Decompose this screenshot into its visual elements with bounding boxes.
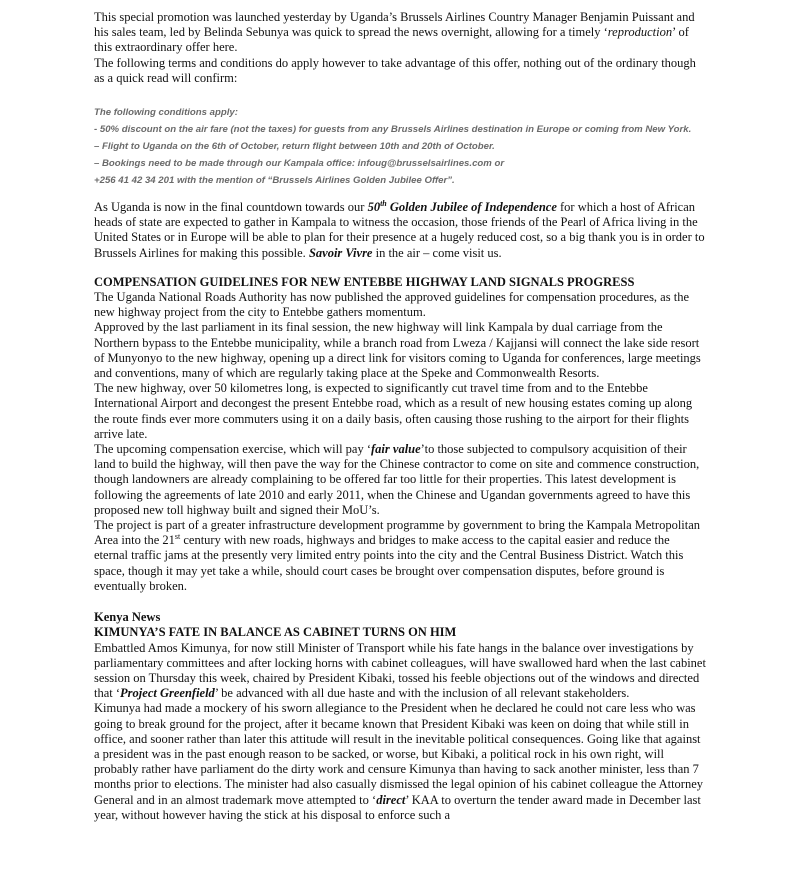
kimunya-p1-text-b: ’ be advanced with all due haste and with the inclusion of all relevant stakeholders. bbox=[214, 686, 630, 701]
highway-p5-text-a: The project is part of a greater infrastructure development programme by government to bring the Kampala Metropolitan Area into the 21 bbox=[94, 518, 701, 548]
kimunya-p2-text-b: ’ KAA to overturn the tender award made in December last year, without however having the stick at his disposal to enforce such a bbox=[94, 792, 701, 822]
jubilee-text-c: in the air – come visit us. bbox=[372, 245, 502, 260]
jubilee-title-text: Golden Jubilee of Independence bbox=[386, 200, 557, 215]
highway-paragraph-4 bbox=[94, 442, 706, 518]
kimunya-p2-text-a: Kimunya had made a mockery of his sworn allegiance to the President when he declared he could not care less who was going to break ground for the project, after it became known that President Kibaki was keen on doing that while still in office, and sooner rather than later this attitude will result in the inevitable political consequences. Going like that against a president was in the past enough reason to be sacked, or worse, but Kibaki, a political rock in his own right, will probably rather have parliament do the dirty work and censure Kimunya than having to sack another minister, less than 7 months prior to elections. The minister had also casually dismissed the legal opinion of his cabinet colleague the Attorney General and in an almost trademark move attempted to ‘ bbox=[94, 701, 704, 807]
conditions-block bbox=[94, 104, 706, 189]
intro-emphasis: reproduction bbox=[607, 25, 673, 40]
kenya-section-title: Kenya News bbox=[94, 610, 161, 625]
highway-p4-text-a: The upcoming compensation exercise, which will pay ‘ bbox=[94, 442, 372, 457]
jubilee-text-b: for which a host of African heads of state are expected to gather in Kampala to witness the occasion, those friends of the Pearl of Africa living in the United States or in Europe will be able to plan for their presence at a hugely reduced cost, so a big thank you is in order to Brussels Airlines for making this possible. bbox=[94, 200, 705, 260]
conditions-heading: The following conditions apply: bbox=[94, 107, 238, 119]
condition-discount: - 50% discount on the air fare (not the taxes) for guests from any Brussels Airlines destination in Europe or coming from New York. bbox=[94, 124, 692, 136]
jubilee-number: 50 bbox=[367, 200, 381, 215]
century-ordinal: st bbox=[174, 532, 181, 542]
kimunya-heading: KIMUNYA’S FATE IN BALANCE AS CABINET TURNS ON HIM bbox=[94, 625, 457, 640]
direct-emphasis: direct bbox=[376, 792, 406, 807]
jubilee-ordinal: th bbox=[380, 198, 387, 208]
highway-paragraph-5 bbox=[94, 518, 706, 594]
kimunya-paragraph-1 bbox=[94, 641, 706, 702]
highway-paragraph-1: The Uganda National Roads Authority has now published the approved guidelines for compensation procedures, as the new highway project from the city to Entebbe gathers momentum. bbox=[94, 290, 689, 320]
intro-text-a: This special promotion was launched yesterday by Uganda’s Brussels Airlines Country Manager Benjamin Puissant and his sales team, led by Belinda Sebunya was quick to spread the news overnight, allowing for a timely ‘ bbox=[94, 10, 695, 40]
intro-paragraph-2: The following terms and conditions do apply however to take advantage of this offer, nothing out of the ordinary though as a quick read will confirm: bbox=[94, 55, 696, 85]
kimunya-p1-text-a: Embattled Amos Kimunya, for now still Minister of Transport while his fate hangs in the balance over investigations by parliamentary committees and after locking horns with cabinet colleagues, will have swallowed hard when the last cabinet session on Thursday this week, chaired by President Kibaki, tossed his feeble objections out of the windows and directed that ‘ bbox=[94, 640, 706, 701]
jubilee-title bbox=[368, 200, 557, 214]
kimunya-paragraph-2 bbox=[94, 701, 706, 823]
condition-bookings: – Bookings need to be made through our Kampala office: infoug@brusselsairlines.com or bbox=[94, 158, 505, 170]
fair-value-emphasis: fair value bbox=[371, 442, 421, 457]
intro-text-b: ’ of this extraordinary offer here. bbox=[94, 25, 689, 55]
highway-p4-text-b: ’to those subjected to compulsory acquisition of their land to build the highway, will then pave the way for the Chinese contractor to come on site and commence construction, though landowners are already complaining to be offered far too little for their properties. This latest development is following the agreements of late 2010 and early 2011, when the Chinese and Ugandan governments agreed to have this proposed new toll highway built and signed their MoU’s. bbox=[94, 442, 700, 517]
highway-heading: COMPENSATION GUIDELINES FOR NEW ENTEBBE HIGHWAY LAND SIGNALS PROGRESS bbox=[94, 274, 635, 289]
highway-paragraph-3: The new highway, over 50 kilometres long, is expected to significantly cut travel time from and to the Entebbe International Airport and decongest the present Entebbe road, which as a result of new housing estates coming up along the route finds ever more commuters using it on a daily basis, often causing those rushing to the airport for their flights arrive late. bbox=[94, 381, 693, 441]
jubilee-paragraph bbox=[94, 200, 706, 261]
jubilee-text-a: As Uganda is now in the final countdown towards our bbox=[94, 200, 368, 215]
condition-phone: +256 41 42 34 201 with the mention of “Brussels Airlines Golden Jubilee Offer”. bbox=[94, 175, 455, 187]
intro-paragraph-1 bbox=[94, 10, 706, 56]
project-greenfield-emphasis: Project Greenfield bbox=[120, 686, 215, 701]
condition-flights: – Flight to Uganda on the 6th of October, return flight between 10th and 20th of October. bbox=[94, 141, 495, 153]
highway-p5-text-b: century with new roads, highways and bridges to make access to the capital easier and reduce the eternal traffic jams at the presently very limited entry points into the city and the Central Business District. Watch this space, though it may yet take a while, should court cases be brought over compensation disputes, before ground is eventually broken. bbox=[94, 533, 684, 593]
savoir-vivre: Savoir Vivre bbox=[308, 245, 373, 260]
highway-paragraph-2: Approved by the last parliament in its final session, the new highway will link Kampala by dual carriage from the Northern bypass to the Entebbe municipality, while a branch road from Lweza / Kajjansi will connect the lake side resort of Munyonyo to the new highway, opening up a direct link for visitors coming to Uganda for conferences, large meetings and conventions, many of which are regularly taking place at the Speke and Commonwealth Resorts. bbox=[94, 320, 701, 381]
document-page bbox=[94, 10, 706, 823]
